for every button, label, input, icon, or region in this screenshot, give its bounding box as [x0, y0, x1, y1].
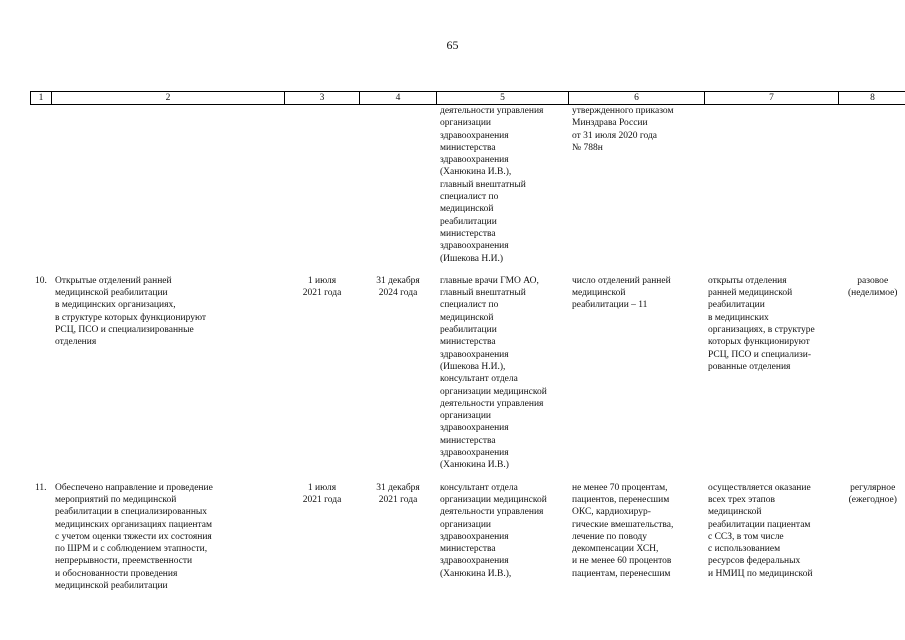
table-row	[31, 275, 905, 472]
result-cell: открыты отделения ранней медицинской реабилитации в медицинских организациях, в структуре которых функционируют РСЦ, ПСО и специализи- рованные отделения	[708, 275, 815, 372]
column-number: 5	[437, 92, 569, 105]
indicator-cell: число отделений ранней медицинской реабилитации – 11	[572, 275, 671, 311]
end-date-cell: 31 декабря 2024 года	[376, 275, 420, 299]
responsible-cell: консультант отдела организации медицинской деятельности управления организации здравоохранения министерства здравоохранения (Ханюкина И.В.),	[440, 482, 547, 579]
column-number: 4	[360, 92, 437, 105]
row-number	[31, 105, 52, 265]
row-gap	[31, 472, 905, 482]
event-cell: Обеспечено направление и проведение мероприятий по медицинской реабилитации в специализированных медицинских организациях пациентам с учетом оценки тяжести их состояния по ШРМ и с соблюдением этапности, непрерывности, преемственности и обоснованности проведения медицинской реабилитации	[55, 482, 213, 591]
start-date-cell: 1 июля 2021 года	[302, 482, 342, 505]
start-date-cell	[285, 105, 360, 265]
column-number: 8	[839, 92, 905, 105]
responsible-cell: главные врачи ГМО АО, главный внештатный специалист по медицинской реабилитации министерства здравоохранения (Ишекова Н.И.), консультант отдела организации медицинской деятельности управления организации здравоохранения министерства здравоохранения (Ханюкина И.В.)	[440, 275, 547, 471]
column-number: 1	[31, 92, 52, 105]
end-date-cell: 31 декабря 2021 года	[376, 482, 420, 505]
type-cell: регулярное (ежегодное)	[848, 482, 897, 505]
row-number: 11.	[35, 482, 47, 493]
column-number: 7	[705, 92, 839, 105]
row-gap	[31, 265, 905, 275]
event-cell: Открытые отделений ранней медицинской реабилитации в медицинских организациях, в структуре которых функционируют РСЦ, ПСО и специализированные отделения	[55, 275, 207, 348]
indicator-cell: не менее 70 процентам, пациентов, перенесшим ОКС, кардиохирур- гические вмешательства, лечение по поводу декомпенсации ХСН, и не менее 60 процентов пациентам, перенесшим	[572, 482, 674, 579]
column-number: 2	[52, 92, 285, 105]
event-cell	[52, 105, 285, 265]
plan-table	[30, 91, 905, 592]
column-number-row	[31, 92, 905, 105]
table-row	[31, 105, 905, 265]
type-cell	[839, 105, 905, 265]
result-cell: осуществляется оказание всех трех этапов медицинской реабилитации пациентам с ССЗ, в том числе с использованием ресурсов федеральных и НМИЦ по медицинской	[708, 482, 813, 579]
start-date-cell: 1 июля 2021 года	[302, 275, 342, 299]
row-number: 10.	[35, 275, 47, 286]
type-cell: разовое (неделимое)	[848, 275, 898, 299]
table-row	[31, 482, 905, 593]
page-number: 65	[446, 38, 459, 52]
responsible-cell: деятельности управления организации здравоохранения министерства здравоохранения (Ханюкина И.В.), главный внештатный специалист по медицинской реабилитации министерства здравоохранения (Ишекова Н.И.)	[440, 106, 544, 264]
indicator-cell: утвержденного приказом Минздрава России от 31 июля 2020 года № 788н	[572, 106, 674, 153]
result-cell	[705, 105, 839, 265]
end-date-cell	[360, 105, 437, 265]
column-number: 6	[569, 92, 705, 105]
column-number: 3	[285, 92, 360, 105]
